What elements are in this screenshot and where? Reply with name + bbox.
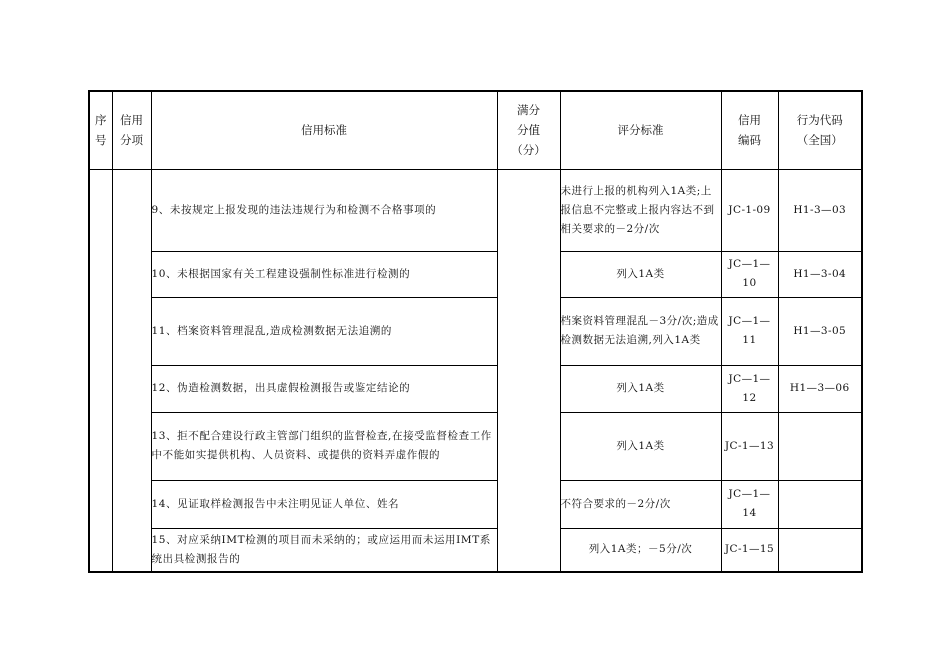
eval-cell: 列入1A类 bbox=[560, 412, 721, 480]
standard-cell: 12、伪造检测数据，出具虚假检测报告或鉴定结论的 bbox=[151, 365, 497, 412]
table-row bbox=[89, 528, 862, 572]
header-category: 信用 分项 bbox=[112, 91, 151, 169]
header-max-score: 满分 分值 （分） bbox=[497, 91, 560, 169]
header-credit-code: 信用 编码 bbox=[721, 91, 778, 169]
standard-cell: 14、见证取样检测报告中未注明见证人单位、姓名 bbox=[151, 480, 497, 528]
table-row bbox=[89, 365, 862, 412]
credit-standard-table bbox=[88, 90, 863, 573]
standard-cell: 11、档案资料管理混乱,造成检测数据无法追溯的 bbox=[151, 297, 497, 365]
header-eval-standard: 评分标准 bbox=[560, 91, 721, 169]
category-cell bbox=[112, 169, 151, 572]
behavior-code-cell: H1—3-05 bbox=[778, 297, 862, 365]
behavior-code-cell: H1-3—03 bbox=[778, 169, 862, 251]
standard-cell: 9、未按规定上报发现的违法违规行为和检测不合格事项的 bbox=[151, 169, 497, 251]
eval-cell: 档案资料管理混乱－3分/次;造成检测数据无法追溯,列入1A类 bbox=[560, 297, 721, 365]
eval-cell: 列入1A类 bbox=[560, 365, 721, 412]
behavior-code-cell bbox=[778, 480, 862, 528]
table-row bbox=[89, 480, 862, 528]
seq-cell bbox=[89, 169, 112, 572]
eval-cell: 未进行上报的机构列入1A类;上报信息不完整或上报内容达不到相关要求的－2分/次 bbox=[560, 169, 721, 251]
table-row bbox=[89, 251, 862, 297]
eval-cell: 列入1A类；－5分/次 bbox=[560, 528, 721, 572]
credit-code-cell: JC—1—10 bbox=[721, 251, 778, 297]
header-row bbox=[89, 91, 862, 169]
behavior-code-cell: H1—3—06 bbox=[778, 365, 862, 412]
table-row bbox=[89, 169, 862, 251]
header-behavior-code: 行为代码 （全国） bbox=[778, 91, 862, 169]
eval-cell: 列入1A类 bbox=[560, 251, 721, 297]
credit-code-cell: JC—1—11 bbox=[721, 297, 778, 365]
credit-code-cell: JC-1—15 bbox=[721, 528, 778, 572]
table-row bbox=[89, 297, 862, 365]
standard-cell: 15、对应采纳IMT检测的项目而未采纳的；或应运用而未运用IMT系统出具检测报告的 bbox=[151, 528, 497, 572]
table-row bbox=[89, 412, 862, 480]
behavior-code-cell: H1—3-04 bbox=[778, 251, 862, 297]
max-score-cell bbox=[497, 169, 560, 572]
behavior-code-cell bbox=[778, 412, 862, 480]
credit-code-cell: JC-1—13 bbox=[721, 412, 778, 480]
behavior-code-cell bbox=[778, 528, 862, 572]
credit-code-cell: JC—1—12 bbox=[721, 365, 778, 412]
credit-code-cell: JC-1-09 bbox=[721, 169, 778, 251]
standard-cell: 13、拒不配合建设行政主管部门组织的监督检查,在接受监督检查工作中不能如实提供机构、人员资料、或提供的资料弄虚作假的 bbox=[151, 412, 497, 480]
header-seq: 序 号 bbox=[89, 91, 112, 169]
eval-cell: 不符合要求的－2分/次 bbox=[560, 480, 721, 528]
standard-cell: 10、未根据国家有关工程建设强制性标准进行检测的 bbox=[151, 251, 497, 297]
header-standard: 信用标准 bbox=[151, 91, 497, 169]
credit-code-cell: JC—1—14 bbox=[721, 480, 778, 528]
